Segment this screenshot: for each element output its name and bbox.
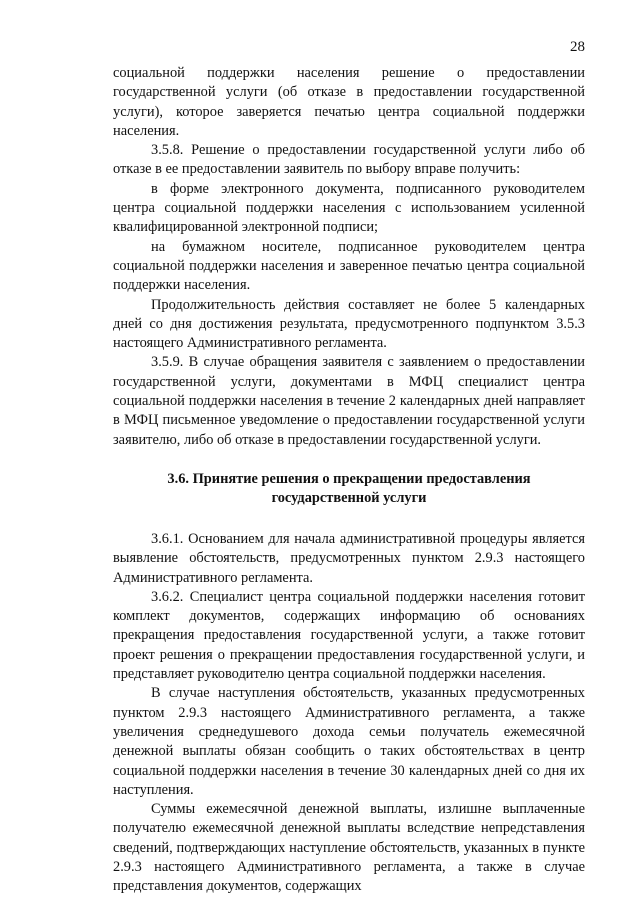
paragraph-overpaid-sums: Суммы ежемесячной денежной выплаты, излишне выплаченные получателю ежемесячной денежной выплаты вследствие непредставления сведений, подтверждающих наступление обстоятельств, указанных в пункте 2.9.3 настоящего Административного регламента, а также в случае представления документов, содержащих xyxy=(113,801,585,895)
document-body xyxy=(113,64,585,897)
page-number: 28 xyxy=(570,39,585,55)
section-heading-3-6 xyxy=(113,470,585,508)
section-heading-line-2: государственной услуги xyxy=(271,489,427,506)
section-heading-line-1: 3.6. Принятие решения о прекращении предоставления xyxy=(167,470,531,487)
paragraph-3-5-8: 3.5.8. Решение о предоставлении государственной услуги либо об отказе в ее предоставлении заявитель по выбору вправе получить: xyxy=(113,142,585,178)
paragraph-duration: Продолжительность действия составляет не более 5 календарных дней со дня достижения результата, предусмотренного подпунктом 3.5.3 настоящего Административного регламента. xyxy=(113,296,585,352)
paragraph-3-5-9: 3.5.9. В случае обращения заявителя с заявлением о предоставлении государственной услуги, документами в МФЦ специалист центра социальной поддержки населения в течение 2 календарных дней направляет в МФЦ письменное уведомление о предоставлении государственной услуги заявителю, либо об отказе в предоставлении государственной услуги. xyxy=(113,354,585,448)
paragraph-circumstances: В случае наступления обстоятельств, указанных предусмотренных пунктом 2.9.3 настоящего Административного регламента, а также увеличения среднедушевого дохода семьи получатель ежемесячной денежной выплаты обязан сообщить о таких обстоятельствах в центр социальной поддержки населения в течение 30 календарных дней со дня их наступления. xyxy=(113,685,585,798)
paragraph-3-6-1: 3.6.1. Основанием для начала административной процедуры является выявление обстоятельств, предусмотренных пунктом 2.9.3 настоящего Административного регламента. xyxy=(113,530,585,586)
paragraph-continuation: социальной поддержки населения решение о предоставлении государственной услуги (об отказе в предоставлении государственной услуги), которое заверяется печатью центра социальной поддержки населения. xyxy=(113,65,585,139)
paragraph-paper-form: на бумажном носителе, подписанное руководителем центра социальной поддержки населения и заверенное печатью центра социальной поддержки населения. xyxy=(113,238,585,294)
paragraph-electronic-form: в форме электронного документа, подписанного руководителем центра социальной поддержки населения с использованием усиленной квалифицированной электронной подписи; xyxy=(113,180,585,236)
paragraph-3-6-2: 3.6.2. Специалист центра социальной поддержки населения готовит комплект документов, содержащих информацию об основаниях прекращения предоставления государственной услуги, а также готовит проект решения о прекращении предоставления государственной услуги, и представляет руководителю центра социальной поддержки населения. xyxy=(113,588,585,683)
